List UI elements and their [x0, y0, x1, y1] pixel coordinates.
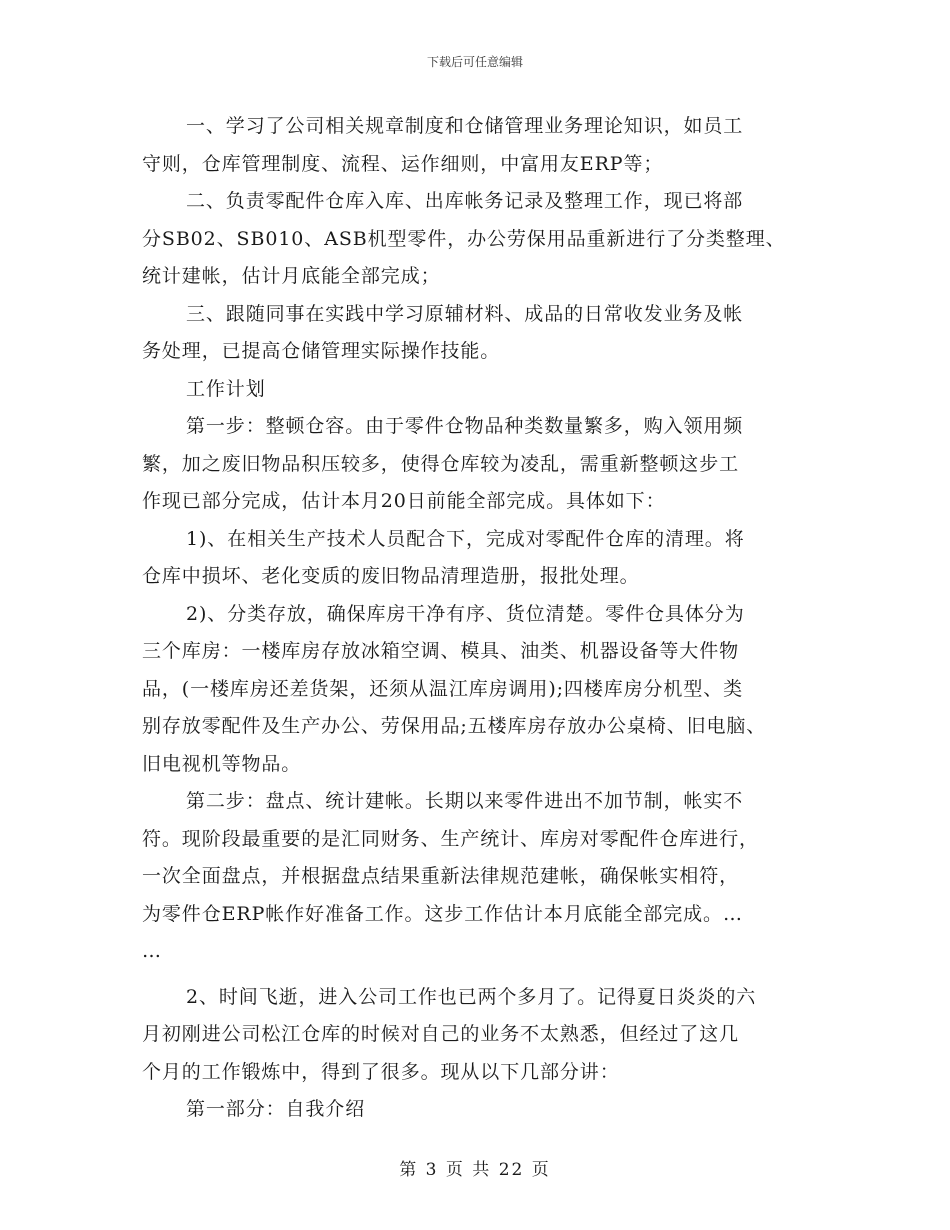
paragraph-line: 守则，仓库管理制度、流程、运作细则，中富用友ERP等； — [142, 152, 664, 175]
paragraph-line: 繁，加之废旧物品积压较多，使得仓库较为凌乱，需重新整顿这步工 — [142, 452, 740, 475]
paragraph-line: 个月的工作锻炼中，得到了很多。现从以下几部分讲： — [142, 1060, 620, 1083]
paragraph-line: 月初刚进公司松江仓库的时候对自己的业务不太熟悉，但经过了这几 — [142, 1023, 740, 1045]
paragraph-line: 第一步：整顿仓容。由于零件仓物品种类数量繁多，购入领用频 — [186, 415, 744, 437]
paragraph-line: 三个库房：一楼库房存放冰箱空调、模具、油类、机器设备等大件物 — [142, 640, 740, 662]
paragraph-line: 分SB02、SB010、ASB机型零件，办公劳保用品重新进行了分类整理、 — [142, 227, 786, 250]
paragraph-line: 1)、在相关生产技术人员配合下，完成对零配件仓库的清理。将 — [186, 527, 745, 550]
document-body — [142, 108, 810, 1129]
paragraph-line: 第二步：盘点、统计建帐。长期以来零件进出不加节制，帐实不 — [186, 790, 744, 812]
paragraph-line: … — [142, 940, 162, 962]
paragraph-line: 三、跟随同事在实践中学习原辅材料、成品的日常收发业务及帐 — [186, 302, 744, 325]
paragraph-line: 作现已部分完成，估计本月20日前能全部完成。具体如下： — [142, 490, 666, 512]
paragraph-line: 旧电视机等物品。 — [142, 752, 302, 775]
paragraph-line: 一次全面盘点，并根据盘点结果重新法律规范建帐，确保帐实相符， — [142, 865, 740, 887]
paragraph-line: 2)、分类存放，确保库房干净有序、货位清楚。零件仓具体分为 — [186, 602, 745, 625]
paragraph-line: 符。现阶段最重要的是汇同财务、生产统计、库房对零配件仓库进行， — [142, 827, 759, 850]
paragraph-line: 2、时间飞逝，进入公司工作也已两个多月了。记得夏日炎炎的六 — [186, 985, 757, 1008]
paragraph-line: 别存放零配件及生产办公、劳保用品;五楼库房存放办公桌椅、旧电脑、 — [142, 715, 767, 737]
section-heading-self-intro: 第一部分：自我介绍 — [186, 1098, 366, 1120]
paragraph-line: 务处理，已提高仓储管理实际操作技能。 — [142, 340, 501, 362]
paragraph-line: 品，(一楼库房还差货架，还须从温江库房调用);四楼库房分机型、类 — [142, 677, 744, 700]
page-header-note: 下载后可任意编辑 — [426, 55, 523, 69]
paragraph-line: 统计建帐，估计月底能全部完成； — [142, 265, 441, 287]
section-heading-work-plan: 工作计划 — [186, 377, 266, 400]
page-number-footer: 第 3 页 共 22 页 — [399, 1160, 551, 1180]
paragraph-line: 一、学习了公司相关规章制度和仓储管理业务理论知识，如员工 — [186, 115, 744, 137]
paragraph-line: 仓库中损坏、老化变质的废旧物品清理造册，报批处理。 — [142, 565, 640, 587]
paragraph-line: 为零件仓ERP帐作好准备工作。这步工作估计本月底能全部完成。… — [142, 902, 743, 925]
paragraph-line: 二、负责零配件仓库入库、出库帐务记录及整理工作，现已将部 — [186, 190, 744, 212]
